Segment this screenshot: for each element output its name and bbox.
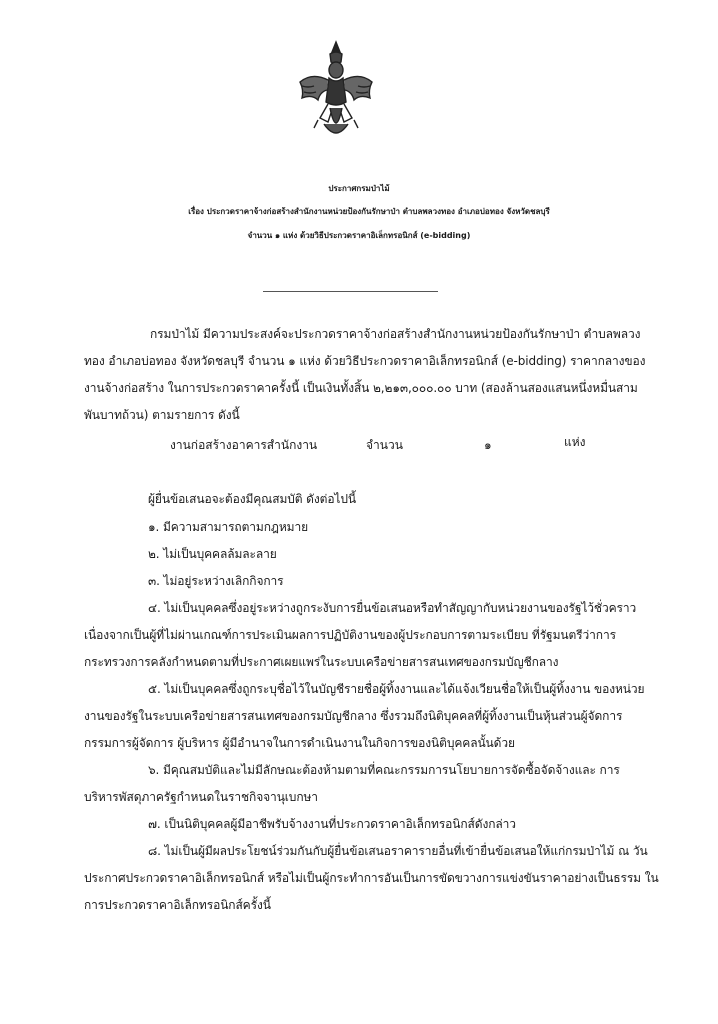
qualification-6-line-1: ๖. มีคุณสมบัติและไม่มีลักษณะต้องห้ามตามที่คณะกรรมการนโยบายการจัดซื้อจัดจ้างและ การ (148, 763, 620, 777)
qualifications-heading: ผู้ยื่นข้อเสนอจะต้องมีคุณสมบัติ ดังต่อไปนี้ (148, 492, 356, 506)
qualification-4-line-3: กระทรวงการคลังกำหนดตามที่ประกาศเผยแพร่ในระบบเครือข่ายสารสนเทศของกรมบัญชีกลาง (84, 655, 559, 669)
qualification-4-line-2: เนื่องจากเป็นผู้ที่ไม่ผ่านเกณฑ์การประเมินผลการปฏิบัติงานของผู้ประกอบการตามระเบียบ ที่รัฐมนตรีว่าการ (84, 628, 616, 642)
qualification-7: ๗. เป็นนิติบุคคลผู้มีอาชีพรับจ้างงานที่ประกวดราคาอิเล็กทรอนิกส์ดังกล่าว (148, 817, 516, 831)
qualification-2: ๒. ไม่เป็นบุคคลล้มละลาย (148, 547, 277, 561)
qualification-3: ๓. ไม่อยู่ระหว่างเลิกกิจการ (148, 574, 284, 588)
qualification-5-line-3: กรรมการผู้จัดการ ผู้บริหาร ผู้มีอำนาจในการดำเนินงานในกิจการของนิติบุคคลนั้นด้วย (84, 736, 515, 750)
qualification-1: ๑. มีความสามารถตามกฎหมาย (148, 520, 309, 534)
intro-line-3: งานจ้างก่อสร้าง ในการประกวดราคาครั้งนี้ เป็นเงินทั้งสิ้น ๒,๒๑๓,๐๐๐.๐๐ บาท (สองล้านสองแสนหนึ่งหมื่นสาม (84, 381, 638, 395)
qualification-8-line-1: ๘. ไม่เป็นผู้มีผลประโยชน์ร่วมกันกับผู้ยื่นข้อเสนอราคารายอื่นที่เข้ายื่นข้อเสนอให้แก่กรมป่าไม้ ณ วัน (148, 844, 648, 858)
item-quantity-label: จำนวน (366, 438, 403, 452)
qualification-8-line-3: การประกวดราคาอิเล็กทรอนิกส์ครั้งนี้ (84, 898, 271, 912)
item-name: งานก่อสร้างอาคารสำนักงาน (170, 438, 318, 452)
intro-line-4: พันบาทถ้วน) ตามรายการ ดังนี้ (84, 408, 240, 422)
item-unit: แห่ง (564, 435, 586, 449)
announcement-subject-line-1: เรื่อง ประกวดราคาจ้างก่อสร้างสำนักงานหน่วยป้องกันรักษาป่า ตำบลพลวงทอง อำเภอบ่อทอง จังหวัดชลบุรี (188, 207, 550, 216)
qualification-8-line-2: ประกาศประกวดราคาอิเล็กทรอนิกส์ หรือไม่เป็นผู้กระทำการอันเป็นการขัดขวางการแข่งขันราคาอย่างเป็นธรรม ใน (84, 871, 659, 885)
announcement-subject-line-2: จำนวน ๑ แห่ง ด้วยวิธีประกวดราคาอิเล็กทรอนิกส์ (e-bidding) (247, 231, 471, 240)
garuda-emblem-icon (294, 38, 378, 146)
qualification-5-line-2: งานของรัฐในระบบเครือข่ายสารสนเทศของกรมบัญชีกลาง ซึ่งรวมถึงนิติบุคคลที่ผู้ทิ้งงานเป็นหุ้นส่วนผู้จัดการ (84, 709, 623, 723)
announcement-title: ประกาศกรมป่าไม้ (328, 184, 390, 193)
qualification-5-line-1: ๕. ไม่เป็นบุคคลซึ่งถูกระบุชื่อไว้ในบัญชีรายชื่อผู้ทิ้งงานและได้แจ้งเวียนชื่อให้เป็นผู้ทิ้งงาน ของหน่วย (148, 682, 645, 696)
intro-line-2: ทอง อำเภอบ่อทอง จังหวัดชลบุรี จำนวน ๑ แห่ง ด้วยวิธีประกวดราคาอิเล็กทรอนิกส์ (e-bidding) ราคากลางของ (84, 354, 646, 368)
item-quantity: ๑ (484, 438, 492, 452)
qualification-4-line-1: ๔. ไม่เป็นบุคคลซึ่งอยู่ระหว่างถูกระงับการยื่นข้อเสนอหรือทำสัญญากับหน่วยงานของรัฐไว้ชั่วคราว (148, 601, 637, 615)
title-divider (263, 291, 438, 292)
qualification-6-line-2: บริหารพัสดุภาครัฐกำหนดในราชกิจจานุเบกษา (84, 790, 318, 804)
intro-line-1: กรมป่าไม้ มีความประสงค์จะประกวดราคาจ้างก่อสร้างสำนักงานหน่วยป้องกันรักษาป่า ตำบลพลวง (150, 327, 641, 341)
